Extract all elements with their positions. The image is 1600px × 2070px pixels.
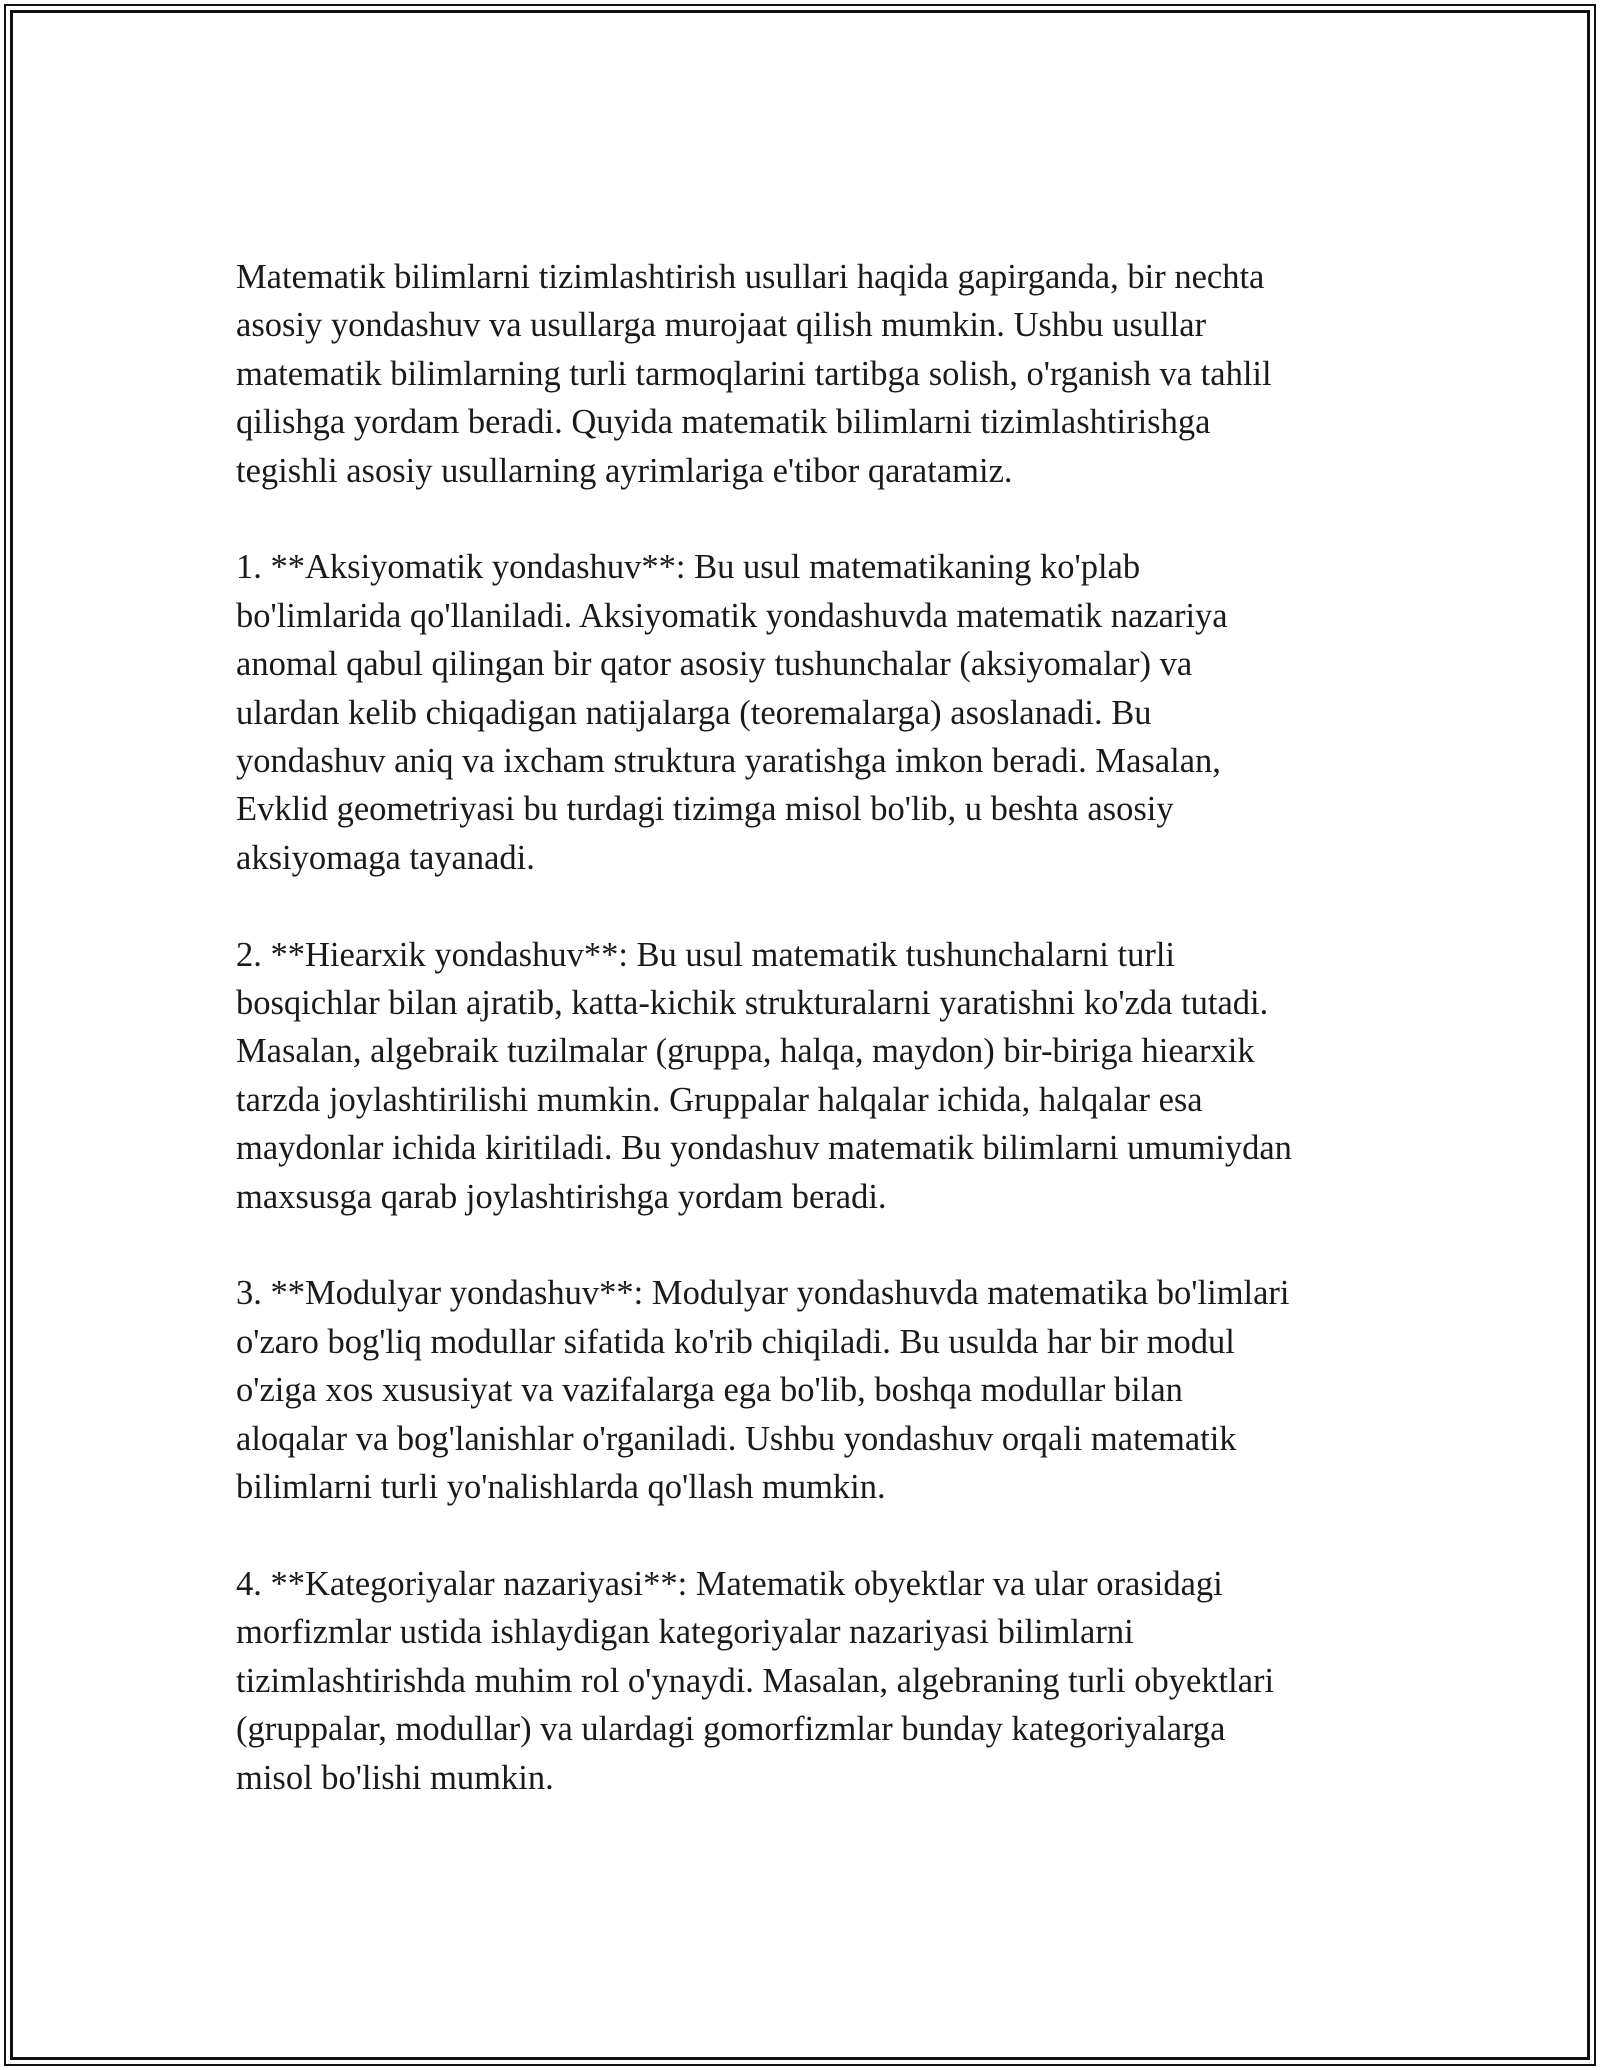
text-line: maxsusga qarab joylashtirishga yordam beradi. [236, 1177, 887, 1216]
text-line: matematik bilimlarning turli tarmoqlarini tartibga solish, o'rganish va tahlil [236, 354, 1272, 393]
document-body [236, 253, 1386, 1802]
text-line: aloqalar va bog'lanishlar o'rganiladi. Ushbu yondashuv orqali matematik [236, 1419, 1237, 1458]
text-line: o'ziga xos xususiyat va vazifalarga ega bo'lib, boshqa modullar bilan [236, 1371, 1183, 1410]
paragraph-modulyar [236, 1269, 1386, 1511]
text-line: Evklid geometriyasi bu turdagi tizimga misol bo'lib, u beshta asosiy [236, 790, 1174, 829]
text-line: Masalan, algebraik tuzilmalar (gruppa, halqa, maydon) bir-biriga hiearxik [236, 1032, 1255, 1071]
text-line: 3. **Modulyar yondashuv**: Modulyar yondashuvda matematika bo'limlari [236, 1274, 1290, 1313]
text-line: 2. **Hiearxik yondashuv**: Bu usul matematik tushunchalarni turli [236, 935, 1176, 974]
text-line: ulardan kelib chiqadigan natijalarga (teoremalarga) asoslanadi. Bu [236, 693, 1152, 732]
text-line: bosqichlar bilan ajratib, katta-kichik strukturalarni yaratishni ko'zda tutadi. [236, 984, 1269, 1023]
text-line: o'zaro bog'liq modullar sifatida ko'rib chiqiladi. Bu usulda har bir modul [236, 1322, 1235, 1361]
paragraph-hiearxik [236, 931, 1386, 1221]
text-line: 1. **Aksiyomatik yondashuv**: Bu usul matematikaning ko'plab [236, 548, 1141, 587]
text-line: anomal qabul qilingan bir qator asosiy tushunchalar (aksiyomalar) va [236, 645, 1193, 684]
text-line: aksiyomaga tayanadi. [236, 838, 535, 877]
text-line: bilimlarni turli yo'nalishlarda qo'llash mumkin. [236, 1468, 886, 1507]
paragraph-kategoriyalar [236, 1560, 1386, 1802]
text-line: morfizmlar ustida ishlaydigan kategoriyalar nazariyasi bilimlarni [236, 1613, 1134, 1652]
text-line: 4. **Kategoriyalar nazariyasi**: Matematik obyektlar va ular orasidagi [236, 1564, 1223, 1603]
text-line: (gruppalar, modullar) va ulardagi gomorfizmlar bunday kategoriyalarga [236, 1710, 1226, 1749]
paragraph-aksiyomatik [236, 543, 1386, 882]
text-line: asosiy yondashuv va usullarga murojaat qilish mumkin. Ushbu usullar [236, 306, 1207, 345]
text-line: tegishli asosiy usullarning ayrimlariga e'tibor qaratamiz. [236, 451, 1013, 490]
text-line: yondashuv aniq va ixcham struktura yaratishga imkon beradi. Masalan, [236, 742, 1221, 781]
text-line: tarzda joylashtirilishi mumkin. Gruppalar halqalar ichida, halqalar esa [236, 1080, 1203, 1119]
text-line: maydonlar ichida kiritiladi. Bu yondashuv matematik bilimlarni umumiydan [236, 1129, 1292, 1168]
text-line: Matematik bilimlarni tizimlashtirish usullari haqida gapirganda, bir nechta [236, 258, 1265, 296]
text-line: bo'limlarida qo'llaniladi. Aksiyomatik yondashuvda matematik nazariya [236, 596, 1228, 635]
text-line: qilishga yordam beradi. Quyida matematik bilimlarni tizimlashtirishga [236, 403, 1211, 442]
text-line: tizimlashtirishda muhim rol o'ynaydi. Masalan, algebraning turli obyektlari [236, 1661, 1275, 1700]
intro-paragraph [236, 253, 1386, 495]
text-line: misol bo'lishi mumkin. [236, 1758, 554, 1797]
